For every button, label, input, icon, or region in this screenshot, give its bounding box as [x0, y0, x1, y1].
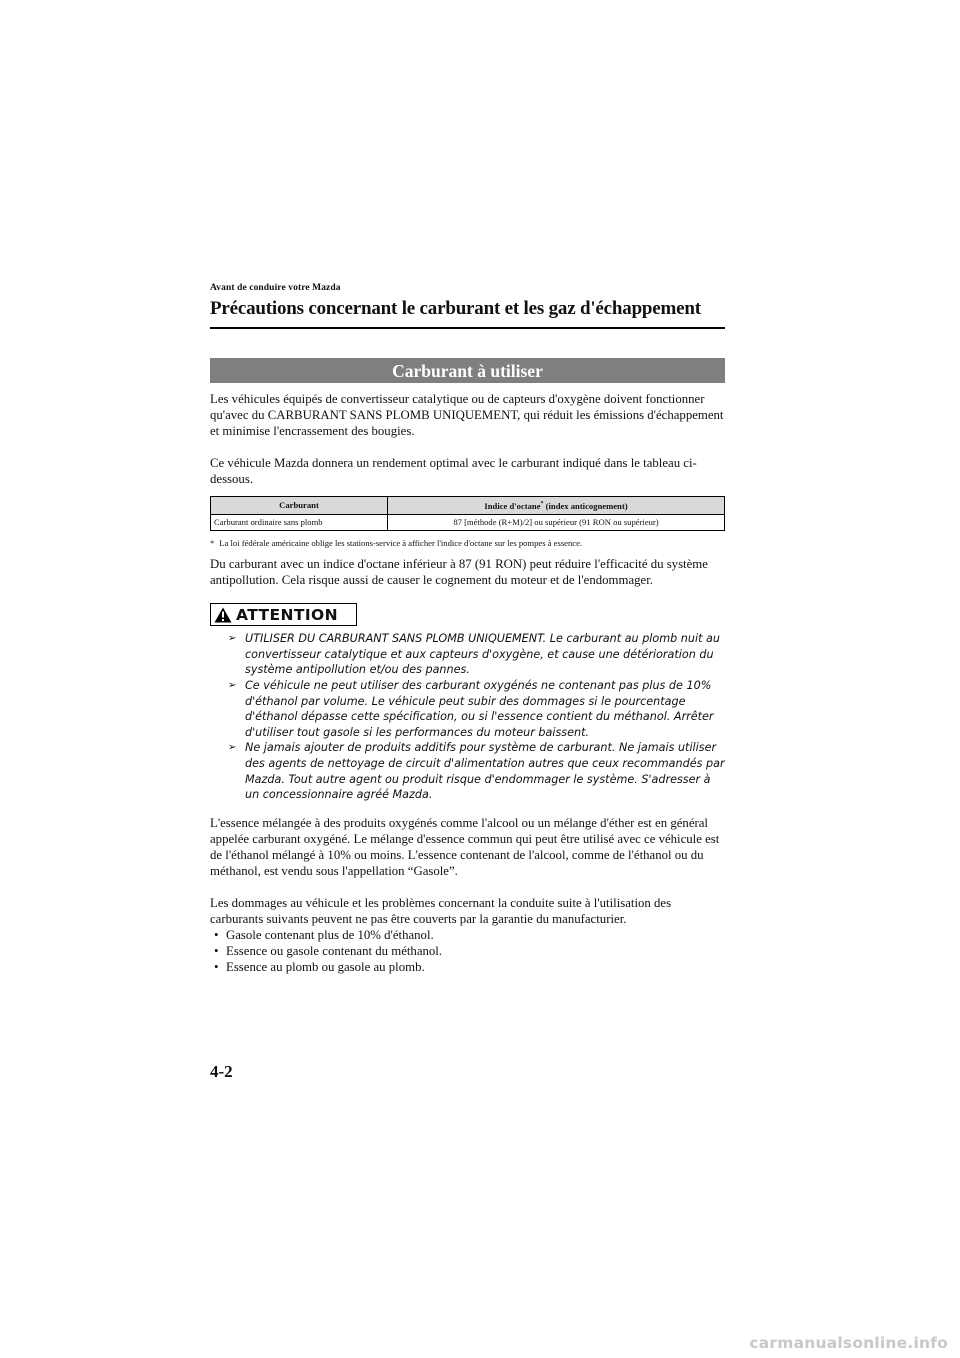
arrow-bullet-icon: ➢	[228, 680, 237, 692]
title-rule	[210, 327, 725, 329]
list-item-text: Essence ou gasole contenant du méthanol.	[226, 944, 443, 959]
list-item-text: Essence au plomb ou gasole au plomb.	[226, 960, 425, 975]
header-footnote-mark: *	[540, 501, 544, 508]
bullet-icon: •	[214, 960, 219, 975]
fuel-table	[210, 496, 725, 531]
attention-item	[210, 740, 725, 802]
attention-label-box	[210, 603, 357, 626]
fuel-bullet-list	[210, 927, 725, 976]
warning-triangle-icon	[214, 607, 232, 623]
watermark: carmanualsonline.info	[749, 1334, 948, 1352]
footnote-mark: *	[210, 537, 215, 548]
list-item	[210, 927, 725, 943]
page-content	[210, 283, 725, 976]
bullet-icon: •	[214, 928, 219, 943]
attention-item-text: Ne jamais ajouter de produits additifs pour système de carburant. Ne jamais utiliser des agents de nettoyage de circuit d'alimentation autres que ceux recommandés par Mazda. Tout autre agent ou produit risque d'endommager le système. S'adresser à un concessionnaire agréé Mazda.	[245, 741, 725, 802]
attention-label: ATTENTION	[236, 605, 338, 624]
cell-carburant: Carburant ordinaire sans plomb	[211, 514, 388, 530]
list-item	[210, 959, 725, 975]
paragraph-catalytic: Les véhicules équipés de convertisseur catalytique ou de capteurs d'oxygène doivent fonctionner qu'avec du CARBURANT SANS PLOMB UNIQUEMENT, qui réduit les émissions d'échappement et minimise l'encrassement des bougies.	[210, 392, 724, 439]
page-title: Précautions concernant le carburant et les gaz d'échappement	[210, 298, 701, 319]
paragraph-warranty: Les dommages au véhicule et les problèmes concernant la conduite suite à l'utilisation des carburants suivants peuvent ne pas être couverts par la garantie du manufacturier.	[210, 895, 672, 926]
list-item	[210, 943, 725, 959]
table-row	[211, 514, 725, 530]
arrow-bullet-icon: ➢	[228, 742, 237, 754]
attention-item-text: UTILISER DU CARBURANT SANS PLOMB UNIQUEMENT. Le carburant au plomb nuit au convertisseur catalytique et aux capteurs d'oxygène, et cause une détérioration du système antipollution et/ou des pannes.	[245, 632, 720, 677]
attention-list	[210, 631, 725, 803]
header-indice-tail: (index anticognement)	[543, 500, 628, 511]
arrow-bullet-icon: ➢	[228, 633, 237, 645]
paragraph-octane: Du carburant avec un indice d'octane inférieur à 87 (91 RON) peut réduire l'efficacité du système antipollution. Cela risque aussi de causer le cognement du moteur et de l'endommager.	[210, 556, 708, 588]
header-indice-text: Indice d'octane	[484, 500, 541, 511]
chapter-label: Avant de conduire votre Mazda	[210, 283, 341, 293]
table-header-row	[211, 497, 725, 515]
paragraph-performance: Ce véhicule Mazda donnera un rendement optimal avec le carburant indiqué dans le tableau ci-dessous.	[210, 455, 697, 486]
list-item-text: Gasole contenant plus de 10% d'éthanol.	[226, 928, 434, 943]
section-banner: Carburant à utiliser	[210, 358, 725, 383]
page-number: 4-2	[210, 1062, 233, 1081]
paragraph-oxygenated: L'essence mélangée à des produits oxygénés comme l'alcool ou un mélange d'éther est en général appelée carburant oxygéné. Le mélange d'essence commun qui peut être utilisé avec ce véhicule est de l'éthanol mélangé à 10% ou moins. L'essence contenant de l'alcool, comme de l'éthanol ou du méthanol, est vendu sous l'appellation “Gasole”.	[210, 815, 720, 879]
attention-item	[210, 678, 725, 740]
attention-item	[210, 631, 725, 678]
footnote-text: La loi fédérale américaine oblige les stations-service à afficher l'indice d'octane sur les pompes à essence.	[219, 537, 583, 548]
header-indice	[388, 497, 725, 515]
attention-item-text: Ce véhicule ne peut utiliser des carburant oxygénés ne contenant pas plus de 10% d'éthanol par volume. Le véhicule peut subir des dommages si le pourcentage d'éthanol dépasse cette spécification, ou si l'essence contient du méthanol. Arrêter d'utiliser tout gasole si les performances du moteur baissent.	[245, 679, 714, 739]
cell-indice: 87 [méthode (R+M)/2] ou supérieur (91 RON ou supérieur)	[388, 514, 725, 530]
bullet-icon: •	[214, 944, 219, 959]
header-carburant: Carburant	[211, 497, 388, 515]
table-footnote	[210, 538, 725, 549]
